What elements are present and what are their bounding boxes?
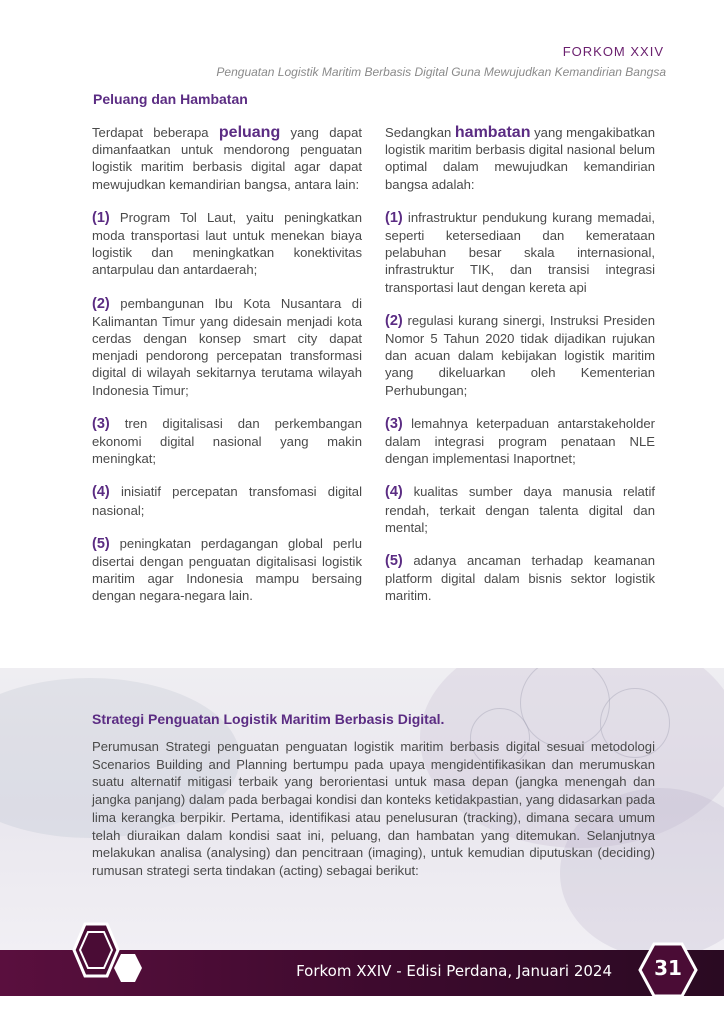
list-item: (2) regulasi kurang sinergi, Instruksi Presiden Nomor 5 Tahun 2020 tidak dijadikan rujukan dan acuan dalam kebijakan logistik maritim yang dikeluarkan oleh Kementerian Perhubungan; xyxy=(385,312,655,398)
strategy-title: Strategi Penguatan Logistik Maritim Berbasis Digital. xyxy=(92,711,445,727)
list-item: (4) kualitas sumber daya manusia relatif rendah, terkait dengan talenta digital dan mental; xyxy=(385,484,655,535)
list-item: (3) tren digitalisasi dan perkembangan ekonomi digital nasional yang makin meningkat; xyxy=(92,415,362,467)
opportunities-intro: Terdapat beberapa peluang yang dapat dimanfaatkan untuk mendorong penguatan logistik maritim berbasis digital agar dapat mewujudkan kemandirian bangsa, antara lain: xyxy=(92,124,362,192)
header-title: FORKOM XXIV xyxy=(562,44,664,59)
opportunities-column xyxy=(92,124,362,621)
strategy-body: Perumusan Strategi penguatan penguatan logistik maritim berbasis digital sesuai metodologi Scenarios Building and Planning bertumpu pada upaya mengidentifikasikan dan merumuskan suatu alternatif mitigasi terbaik yang berorientasi untuk masa depan (jangka menengah dan jangka panjang) dalam pada berbagai kondisi dan konteks ketidakpastian, yang didasarkan pada lima kerangka berpikir. Pertama, identifikasi atau penelusuran (tracking), dimana secara umum telah diuraikan dalam kondisi saat ini, peluang, dan hambatan yang ditemukan. Selanjutnya melakukan analisa (analysing) dan pencitraan (imaging), untuk kemudian diputuskan (deciding) rumusan strategi serta tindakan (acting) sebagai berikut: xyxy=(92,739,655,878)
list-item: (4) inisiatif percepatan transfomasi digital nasional; xyxy=(92,484,362,518)
list-item: (5) adanya ancaman terhadap keamanan platform digital dalam bisnis sektor logistik maritim. xyxy=(385,553,655,604)
section-title: Peluang dan Hambatan xyxy=(93,91,248,107)
obstacles-column xyxy=(385,124,655,621)
list-item: (5) peningkatan perdagangan global perlu disertai dengan penguatan digitalisasi logistik maritim agar Indonesia mampu bersaing dengan negara-negara lain. xyxy=(92,535,362,604)
obstacles-intro: Sedangkan hambatan yang mengakibatkan logistik maritim berbasis digital nasional belum optimal dalam mewujudkan kemandirian bangsa adalah: xyxy=(385,124,655,192)
list-item: (3) lemahnya keterpaduan antarstakeholder dalam integrasi program penataan NLE dengan implementasi Inaportnet; xyxy=(385,415,655,467)
page-number: 31 xyxy=(654,956,682,980)
list-item: (2) pembangunan Ibu Kota Nusantara di Kalimantan Timur yang didesain menjadi kota cerdas dengan konsep smart city dapat menjadi pendorong percepatan transformasi digital di wilayah sekitarnya terutama wilayah Indonesia Timur; xyxy=(92,295,362,398)
footer-text: Forkom XXIV - Edisi Perdana, Januari 2024 xyxy=(296,962,612,980)
header-subtitle: Penguatan Logistik Maritim Berbasis Digital Guna Mewujudkan Kemandirian Bangsa xyxy=(216,65,666,79)
keyword-peluang: peluang xyxy=(218,124,281,141)
keyword-hambatan: hambatan xyxy=(454,124,531,141)
list-item: (1) Program Tol Laut, yaitu peningkatkan moda transportasi laut untuk menekan biaya logistik dan meningkatkan konektivitas antarpulau dan antardaerah; xyxy=(92,209,362,278)
hexagon-decoration-icon xyxy=(55,918,155,988)
list-item: (1) infrastruktur pendukung kurang memadai, seperti ketersediaan dan kemerataan pelabuhan besar skala internasional, infrastruktur TIK, dan transisi integrasi transportasi laut dengan kereta api xyxy=(385,209,655,295)
